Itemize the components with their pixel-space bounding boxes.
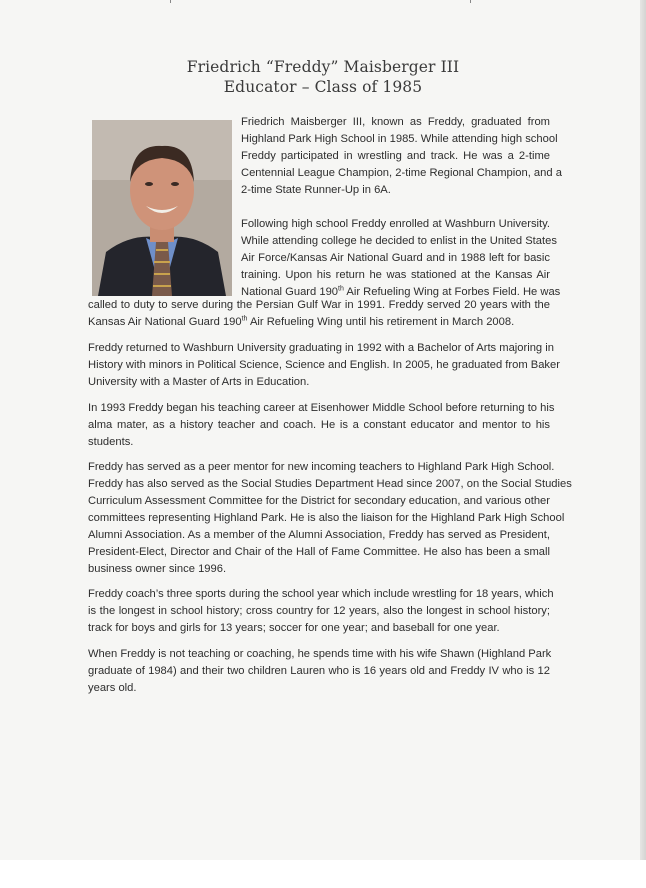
text-line: committees representing Highland Park. He is also the liaison for the Highland Park High School [88,512,565,524]
superscript: th [241,315,248,323]
text-line: Freddy has served as a peer mentor for new incoming teachers to Highland Park High School. [88,461,555,473]
text-line: alma mater, as a history teacher and coach. He is a constant educator and mentor to his [88,419,550,431]
text-line: Freddy coach’s three sports during the school year which include wrestling for 18 years, which [88,588,554,600]
text-fragment: Kansas Air National Guard 190 [88,316,242,328]
text-line: Following high school Freddy enrolled at Washburn University. [241,218,550,230]
document-subtitle: Educator – Class of 1985 [223,78,423,96]
paragraph-service [88,459,572,578]
portrait-photo [92,120,232,296]
text-line: Freddy has also served as the Social Studies Department Head since 2007, on the Social Studies [88,478,572,490]
text-line: Alumni Association. As a member of the Alumni Association, Freddy has served as President, [88,529,550,541]
scan-margin [0,860,646,888]
text-line: Friedrich Maisberger III, known as Freddy, graduated from [241,116,550,128]
text-line: University with a Master of Arts in Education. [88,376,310,388]
text-line: Air Force/Kansas Air National Guard and in 1988 left for basic [241,252,550,264]
text-line: graduate of 1984) and their two children Lauren who is 16 years old and Freddy IV who is 12 [88,665,550,677]
portrait-image [92,120,232,296]
text-line: 2-time State Runner-Up in 6A. [241,184,391,196]
text-fragment: Air Refueling Wing at Forbes Field. He was [343,286,561,298]
paragraph-military-full [88,297,550,331]
superscript: th [338,285,344,293]
text-fragment: National Guard 190 [241,286,339,298]
text-line: training. Upon his return he was stationed at the Kansas Air [241,269,550,281]
text-line: students. [88,436,134,448]
paragraph-education [88,340,560,391]
paragraph-military-side [241,216,561,301]
text-line: called to duty to serve during the Persian Gulf War in 1991. Freddy served 20 years with the [88,299,550,311]
text-line: business owner since 1996. [88,563,227,575]
document-title: Friedrich “Freddy” Maisberger III [186,58,460,76]
text-line: track for boys and girls for 13 years; soccer for one year; and baseball for one year. [88,622,500,634]
text-line: Freddy participated in wrestling and track. He was a 2-time [241,150,550,162]
text-line: years old. [88,682,137,694]
text-line: is the longest in school history; cross country for 12 years, also the longest in school history; [88,605,550,617]
paragraph-family [88,646,550,697]
text-line: Centennial League Champion, 2-time Regional Champion, and a [241,167,562,179]
text-line: History with minors in Political Science, Science and English. In 2005, he graduated from Baker [88,359,560,371]
text-line: President-Elect, Director and Chair of the Hall of Fame Committee. He also has been a small [88,546,550,558]
paragraph-intro [241,114,562,199]
text-line: Highland Park High School in 1985. While attending high school [241,133,558,145]
scan-edge [640,0,646,888]
text-fragment: Air Refueling Wing until his retirement in March 2008. [247,316,515,328]
scan-mark [170,0,171,3]
text-line: While attending college he decided to enlist in the United States [241,235,557,247]
text-line [88,314,550,331]
text-line: Curriculum Assessment Committee for the District for secondary education, and various other [88,495,550,507]
text-line: In 1993 Freddy began his teaching career at Eisenhower Middle School before returning to his [88,402,555,414]
text-line: When Freddy is not teaching or coaching, he spends time with his wife Shawn (Highland Park [88,648,552,660]
paragraph-teaching [88,400,555,451]
scan-mark [470,0,471,3]
paragraph-coaching [88,586,554,637]
text-line: Freddy returned to Washburn University graduating in 1992 with a Bachelor of Arts majoring in [88,342,554,354]
